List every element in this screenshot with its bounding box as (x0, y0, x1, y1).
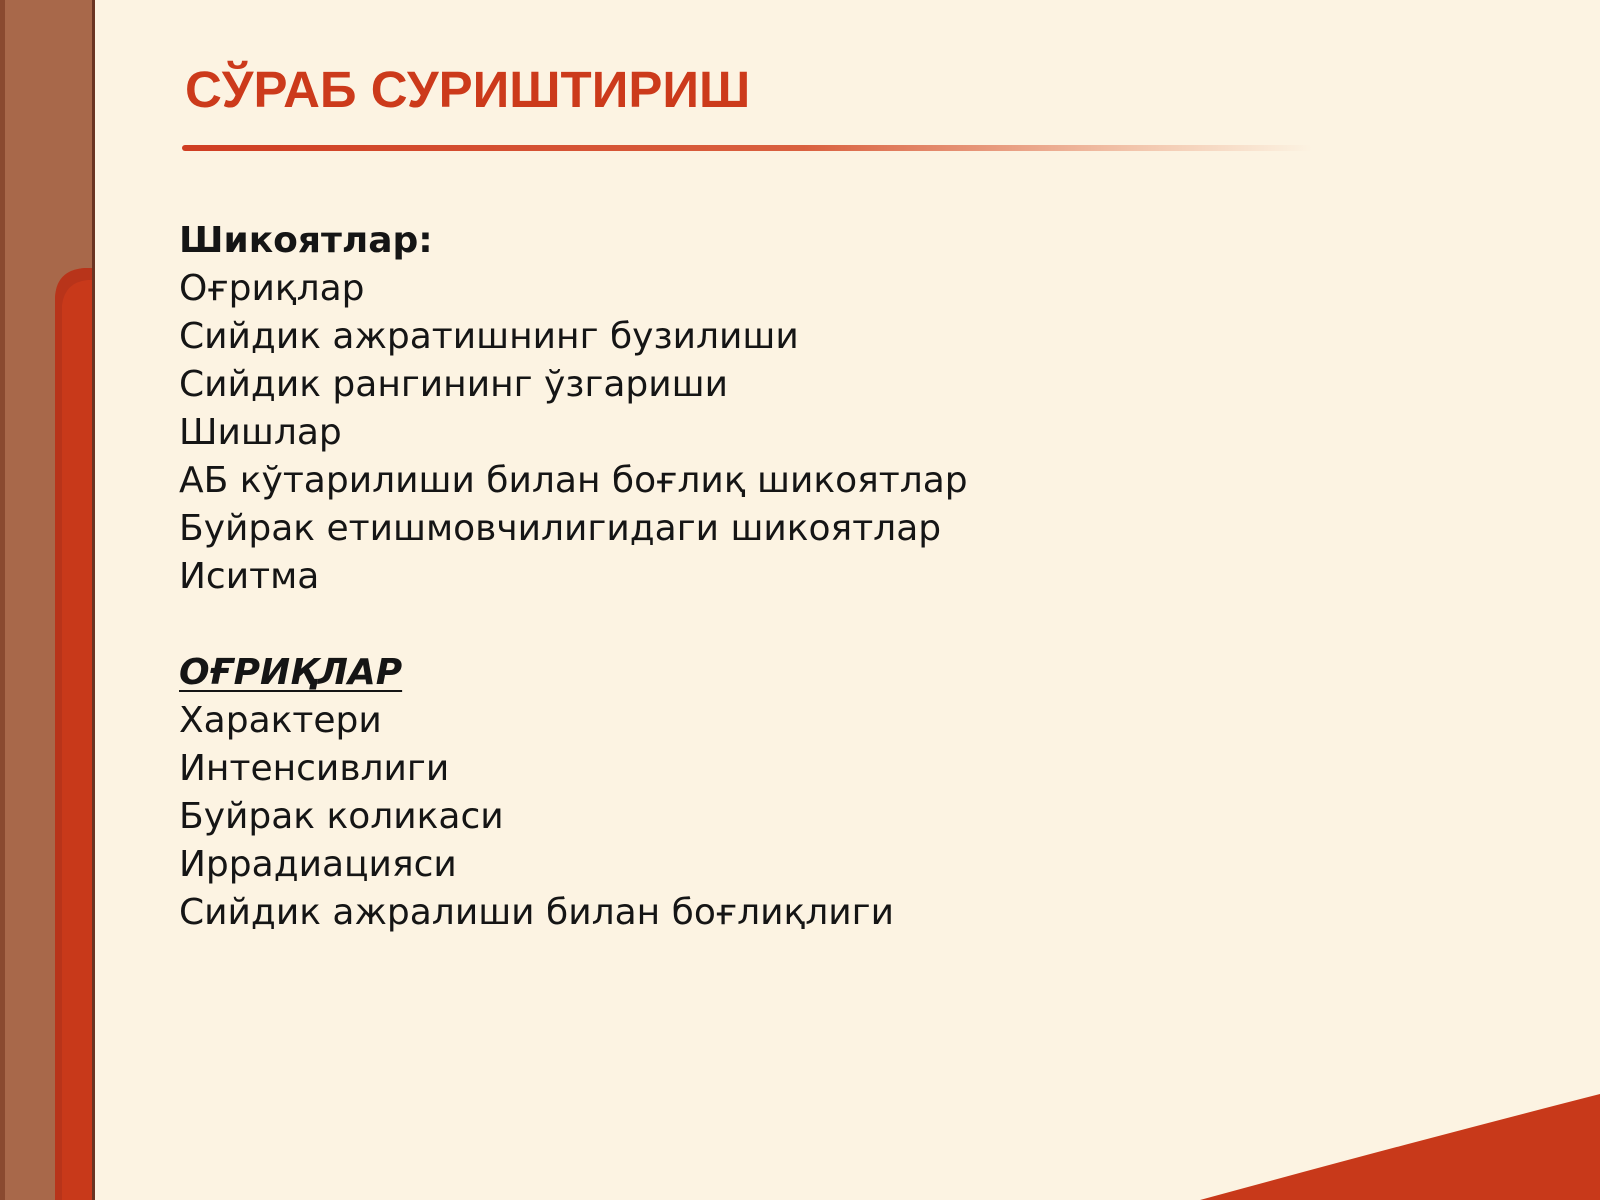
pain-item: Характери (179, 700, 382, 741)
complaint-item: Шишлар (179, 412, 342, 453)
pain-item: Иррадиацияси (179, 844, 457, 885)
complaint-item: Сийдик рангининг ўзгариши (179, 364, 728, 405)
slide-body (179, 217, 1479, 937)
section-spacer (179, 601, 1479, 649)
left-dark-edge (0, 0, 5, 1200)
left-separator (92, 0, 95, 1200)
pain-item: Буйрак коликаси (179, 796, 504, 837)
pain-heading: ОҒРИҚЛАР (179, 652, 403, 693)
title-underline (182, 145, 1312, 151)
complaint-item: АБ кўтарилиши билан боғлиқ шикоятлар (179, 460, 968, 501)
complaints-heading: Шикоятлар: (179, 220, 433, 261)
complaint-item: Сийдик ажратишнинг бузилиши (179, 316, 799, 357)
complaint-item: Буйрак етишмовчилигидаги шикоятлар (179, 508, 942, 549)
complaint-item: Оғриқлар (179, 268, 365, 309)
bottom-right-swoosh (1200, 1094, 1600, 1200)
slide-title: СЎРАБ СУРИШТИРИШ (185, 61, 751, 118)
pain-item: Интенсивлиги (179, 748, 450, 789)
pain-item: Сийдик ажралиши билан боғлиқлиги (179, 892, 894, 933)
complaint-item: Иситма (179, 556, 320, 597)
